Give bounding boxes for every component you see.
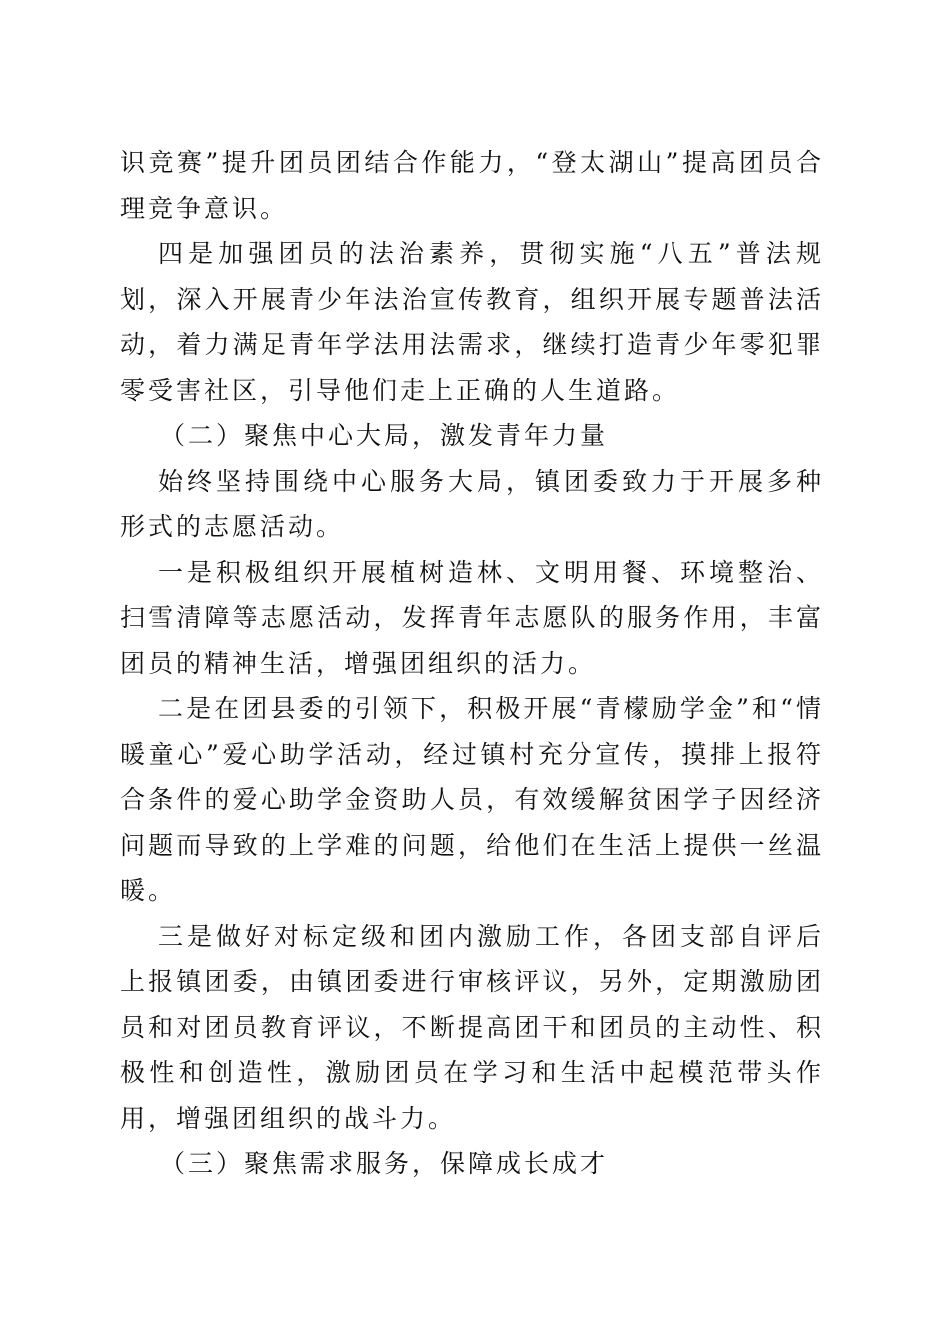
paragraph-student-aid: 二是在团县委的引领下，积极开展“青檬励学金”和“情暖童心”爱心助学活动，经过镇村充分宣传，摸排上报符合条件的爱心助学金资助人员，有效缓解贫困学子因经济问题而导致的上学难的问题，给他们在生活上提供一丝温暖。	[120, 694, 824, 905]
paragraph-volunteer-activities: 一是积极组织开展植树造林、文明用餐、环境整治、扫雪清障等志愿活动，发挥青年志愿队的服务作用，丰富团员的精神生活，增强团组织的活力。	[120, 557, 824, 678]
document-page	[120, 140, 824, 1187]
paragraph-incentive-work: 三是做好对标定级和团内激励工作，各团支部自评后上报镇团委，由镇团委进行审核评议，另外，定期激励团员和对团员教育评议，不断提高团干和团员的主动性、积极性和创造性，激励团员在学习和生活中起模范带头作用，增强团组织的战斗力。	[120, 921, 824, 1133]
section-heading-2: （二）聚焦中心大局，激发青年力量	[160, 421, 609, 450]
paragraph-service-intro: 始终坚持围绕中心服务大局，镇团委致力于开展多种形式的志愿活动。	[120, 466, 824, 541]
paragraph-continuation: 识竞赛”提升团员团结合作能力，“登太湖山”提高团员合理竞争意识。	[120, 148, 824, 223]
paragraph-rule-of-law: 四是加强团员的法治素养，贯彻实施“八五”普法规划，深入开展青少年法治宣传教育，组织开展专题普法活动，着力满足青年学法用法需求，继续打造青少年零犯罪零受害社区，引导他们走上正确的人生道路。	[120, 239, 824, 405]
section-heading-3: （三）聚焦需求服务，保障成长成才	[160, 1149, 609, 1178]
